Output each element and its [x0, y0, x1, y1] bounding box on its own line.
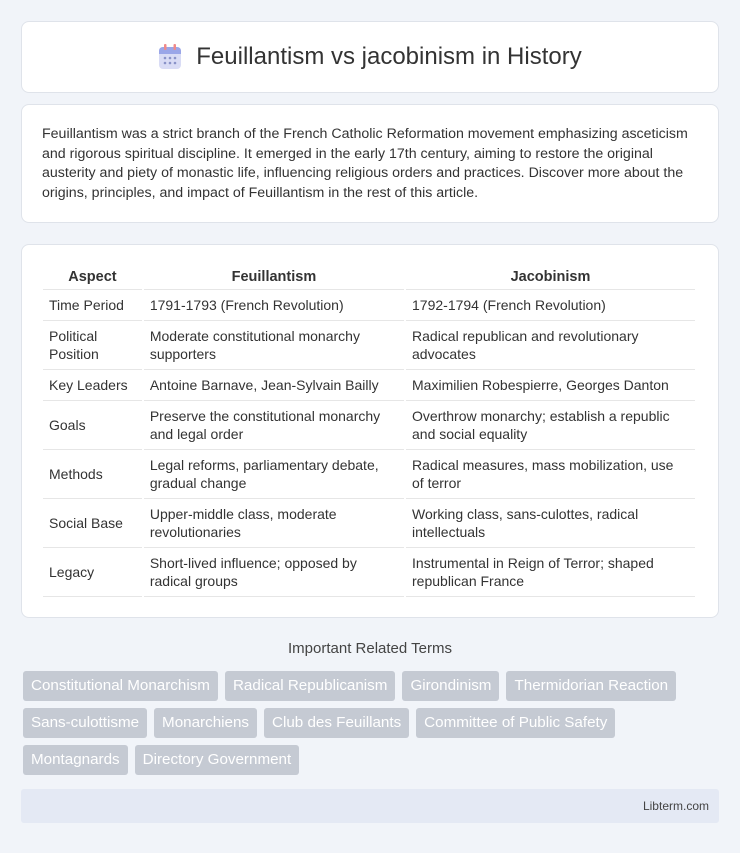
table-cell-jacobinism: Maximilien Robespierre, Georges Danton: [406, 370, 695, 401]
table-cell-feuillantism: Moderate constitutional monarchy supporters: [144, 321, 404, 370]
column-header-feuillantism: Feuillantism: [144, 264, 404, 290]
related-term-tag[interactable]: Constitutional Monarchism: [23, 671, 218, 701]
table-cell-aspect: Key Leaders: [43, 370, 142, 401]
table-cell-aspect: Time Period: [43, 290, 142, 321]
related-term-tag[interactable]: Radical Republicanism: [225, 671, 395, 701]
table-row: [43, 370, 695, 401]
related-terms-heading: Important Related Terms: [288, 640, 452, 657]
table-row: [43, 290, 695, 321]
table-row: [43, 548, 695, 597]
table-cell-feuillantism: Antoine Barnave, Jean-Sylvain Bailly: [144, 370, 404, 401]
table-cell-feuillantism: Short-lived influence; opposed by radical groups: [144, 548, 404, 597]
footer-brand-link[interactable]: Libterm.com: [642, 799, 709, 813]
footer: [21, 789, 719, 823]
table-row: [43, 321, 695, 370]
table-cell-jacobinism: 1792-1794 (French Revolution): [406, 290, 695, 321]
related-term-tag[interactable]: Girondinism: [402, 671, 499, 701]
document-icon: [158, 44, 182, 70]
table-cell-aspect: Legacy: [43, 548, 142, 597]
table-cell-jacobinism: Radical measures, mass mobilization, use of terror: [406, 450, 695, 499]
table-row: [43, 450, 695, 499]
table-row: [43, 499, 695, 548]
comparison-table: [41, 264, 697, 597]
related-term-tag[interactable]: Thermidorian Reaction: [506, 671, 676, 701]
related-term-tag[interactable]: Directory Government: [135, 745, 300, 775]
related-term-tag[interactable]: Montagnards: [23, 745, 128, 775]
table-cell-aspect: Social Base: [43, 499, 142, 548]
page-title: Feuillantism vs jacobinism in History: [196, 43, 582, 70]
table-cell-feuillantism: 1791-1793 (French Revolution): [144, 290, 404, 321]
table-cell-feuillantism: Preserve the constitutional monarchy and legal order: [144, 401, 404, 450]
related-term-tag[interactable]: Club des Feuillants: [264, 708, 409, 738]
title-card: [21, 21, 719, 93]
related-term-tag[interactable]: Sans-culottisme: [23, 708, 147, 738]
related-terms-list: [23, 671, 723, 782]
table-header-row: [43, 264, 695, 290]
column-header-jacobinism: Jacobinism: [406, 264, 695, 290]
table-row: [43, 401, 695, 450]
related-term-tag[interactable]: Committee of Public Safety: [416, 708, 615, 738]
table-cell-jacobinism: Instrumental in Reign of Terror; shaped republican France: [406, 548, 695, 597]
table-cell-aspect: Goals: [43, 401, 142, 450]
table-cell-feuillantism: Legal reforms, parliamentary debate, gradual change: [144, 450, 404, 499]
related-term-tag[interactable]: Monarchiens: [154, 708, 257, 738]
table-cell-jacobinism: Radical republican and revolutionary advocates: [406, 321, 695, 370]
table-cell-jacobinism: Working class, sans-culottes, radical intellectuals: [406, 499, 695, 548]
intro-card: [21, 104, 719, 223]
column-header-aspect: Aspect: [43, 264, 142, 290]
intro-text: Feuillantism was a strict branch of the French Catholic Reformation movement emphasizing asceticism and rigorous spiritual discipline. It emerged in the early 17th century, aiming to restore the original austerity and piety of monastic life, influencing religious orders and practices. Discover more about the origins, principles, and impact of Feuillantism in the rest of this article.: [42, 126, 688, 201]
comparison-card: [21, 244, 719, 618]
table-cell-feuillantism: Upper-middle class, moderate revolutionaries: [144, 499, 404, 548]
table-cell-jacobinism: Overthrow monarchy; establish a republic and social equality: [406, 401, 695, 450]
table-cell-aspect: Political Position: [43, 321, 142, 370]
table-cell-aspect: Methods: [43, 450, 142, 499]
